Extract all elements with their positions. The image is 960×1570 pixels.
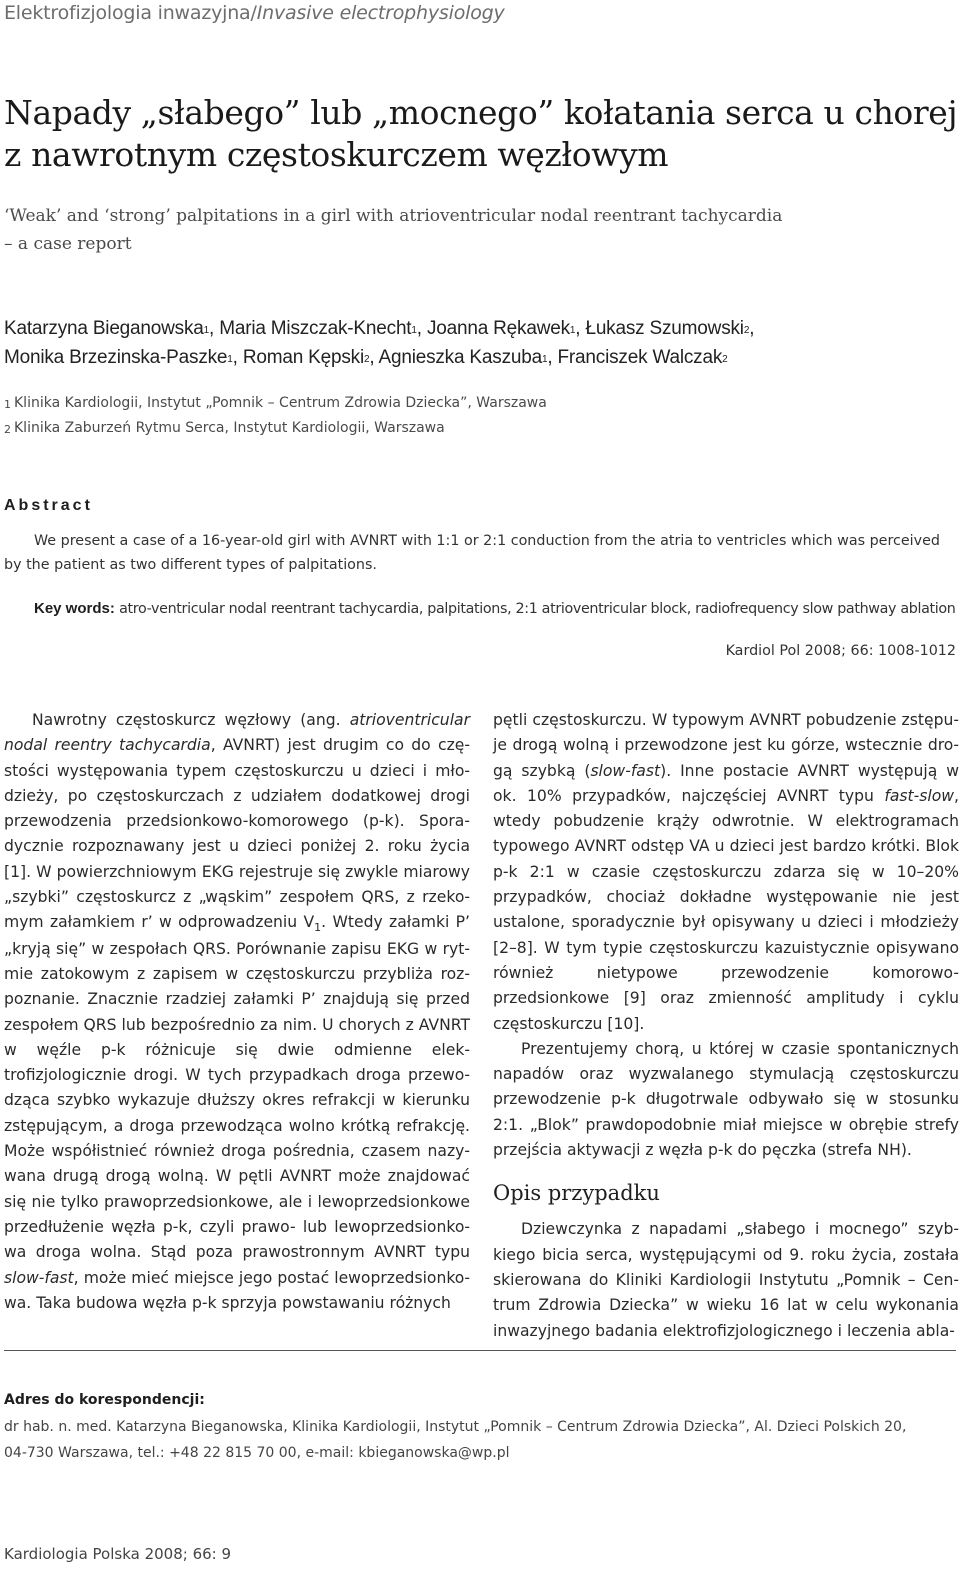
author-affiliation-mark: 1	[541, 354, 548, 365]
footnote-divider	[4, 1350, 956, 1351]
text-run: Nawrotny częstoskurcz węzłowy (ang.	[32, 711, 350, 729]
text-run: pętli częstoskurczu. W typowym AVNRT pobudzenie zstępuje drogą wolną i przewodzone jest ku górze, wstecznie drogą szybką (	[493, 711, 959, 780]
italic-term: fast-slow	[884, 786, 955, 805]
author-affiliation-mark: 2	[743, 325, 750, 336]
title-pl-line-2: z nawrotnym częstoskurczem węzłowym	[4, 135, 669, 174]
affiliation-text: Klinika Zaburzeń Rytmu Serca, Instytut Kardiologii, Warszawa	[14, 420, 445, 436]
affiliation-item	[4, 416, 956, 441]
text-run: ). Inne postacie AVNRT występują w ok. 10% przypadków, najczęściej AVNRT typu	[493, 761, 959, 805]
author-name: Monika Brzezinska-Paszke	[4, 347, 228, 368]
keywords-text: atro-ventricular nodal reentrant tachycardia, palpitations, 2:1 atrioventricular block, radiofrequency slow pathway ablation	[119, 601, 956, 617]
body-paragraph: Dziewczynka z napadami „słabego i mocnego” szybkiego bicia serca, występującymi od 9. roku życia, została skierowana do Kliniki Kardiologii Instytutu „Pomnik – Centrum Zdrowia Dziecka” w wieku 16 lat w celu wykonania inwazyjnego badania elektrofizjologicznego i leczenia abla-	[493, 1220, 959, 1340]
italic-term: slow-fast	[590, 761, 661, 780]
keywords	[34, 597, 960, 621]
title-pl-line-1: Napady „słabego” lub „mocnego” kołatania serca u chorej	[4, 93, 958, 132]
affiliation-number: 2	[4, 423, 11, 436]
abstract-heading: Abstract	[4, 497, 93, 514]
affiliation-item	[4, 391, 956, 416]
affiliation-number: 1	[4, 398, 11, 411]
body-paragraph	[4, 708, 470, 1316]
author-list	[4, 314, 956, 372]
author-affiliation-mark: 1	[569, 325, 576, 336]
subscript: 1	[314, 921, 322, 935]
correspondence-heading: Adres do korespondencji:	[4, 1392, 205, 1408]
author-line-2: Monika Brzezinska-Paszke$^1$, Roman Kępski$^2$, Agnieszka Kaszuba$^1$, Franciszek Walczak$^2$	[4, 347, 728, 368]
author-name: Łukasz Szumowski	[585, 318, 744, 339]
article-title-pl	[4, 92, 956, 176]
body-column-left	[4, 708, 470, 1316]
title-en-line-1: ‘Weak’ and ‘strong’ palpitations in a girl with atrioventricular nodal reentrant tachycardia	[4, 206, 783, 226]
body-paragraph	[493, 708, 959, 1037]
abstract-text: We present a case of a 16-year-old girl with AVNRT with 1:1 or 2:1 conduction from the atria to ventricles which was perceived by the patient as two different types of palpitations.	[4, 533, 940, 573]
keywords-label: Key words:	[34, 600, 115, 617]
page-footer: Kardiologia Polska 2008; 66: 9	[4, 1545, 232, 1563]
journal-section-label	[4, 2, 505, 24]
text-run: , AVNRT) jest drugim co do częstości występowania typem częstoskurczu u dzieci i młodzieży, po częstoskurczach z udziałem dodatkowej drogi przewodzenia przedsionkowo-komorowego (p-k). Sporadycznie rozpoznawany jest u dzieci poniżej 2. roku życia [1]. W powierzchniowym EKG rejestruje się zwykle miarowy „szybki” częstoskurcz z „wąskim” zespołem QRS, z rzekomym załamkiem r’ w odprowadzeniu V	[4, 736, 470, 932]
text-run: , może mieć miejsce jego postać lewoprzedsionkowa. Taka budowa węzła p-k sprzyja powstawaniu różnych	[4, 1268, 470, 1312]
text-run: , wtedy pobudzenie krąży odwrotnie. W elektrogramach typowego AVNRT odstęp VA u dzieci jest bardzo krótki. Blok p-k 2:1 w czasie częstoskurczu zdarza się w 10–20% przypadków, chociaż dokładne występowanie nie jest ustalone, sporadycznie był opisywany u dzieci i młodzieży [2–8]. W tym typie częstoskurczu kazuistycznie opisywano również nietypowe przewodzenie komorowo-przedsionkowe [9] oraz zmienność amplitudy i cyklu częstoskurczu [10].	[493, 786, 959, 1033]
author-name: Katarzyna Bieganowska	[4, 318, 204, 339]
affiliation-text: Klinika Kardiologii, Instytut „Pomnik – Centrum Zdrowia Dziecka”, Warszawa	[14, 395, 547, 411]
article-title-en	[4, 202, 956, 258]
italic-term: slow-fast	[4, 1268, 74, 1287]
correspondence-line: dr hab. n. med. Katarzyna Bieganowska, Klinika Kardiologii, Instytut „Pomnik – Centrum Zdrowia Dziecka”, Al. Dzieci Polskich 20,	[4, 1419, 907, 1435]
author-name: Agnieszka Kaszuba	[378, 347, 542, 368]
author-name: Maria Miszczak-Knecht	[219, 318, 412, 339]
text-run: . Wtedy załamki P’ „kryją się” w zespołach QRS. Porównanie zapisu EKG w rytmie zatokowym z zapisem w częstoskurczu przybliża rozpoznanie. Znacznie rzadziej załamki P’ znajdują się przed zespołem QRS lub bezpośrednio za nim. U chorych z AVNRT w węźle p-k różnicuje się dwie odmienne elektrofizjologicznie drogi. W tych przypadkach droga przewodząca szybko wykazuje dłuższy okres refrakcji w kierunku zstępującym, a droga przewodząca wolno krótką refrakcję. Może współistnieć również droga pośrednia, czasem nazywana drugą drogą wolną. W pętli AVNRT może znajdować się nie tylko prawoprzedsionkowe, ale i lewoprzedsionkowe przedłużenie węzła p-k, czyli prawo- lub lewoprzedsionkowa droga wolna. Stąd poza prawostronnym AVNRT typu	[4, 913, 470, 1262]
correspondence-body	[4, 1414, 956, 1466]
body-column-right	[493, 708, 959, 1344]
section-label-en: Invasive electrophysiology	[256, 2, 505, 24]
body-paragraph: Prezentujemy chorą, u której w czasie spontanicznych napadów oraz wyzwalanego stymulacją częstoskurczu przewodzenie p-k długotrwale odbywało się w stosunku 2:1. „Blok” prawdopodobnie miał miejsce w obrębie strefy przejścia aktywacji z węzła p-k do pęczka (strefa NH).	[493, 1039, 959, 1160]
section-heading: Opis przypadku	[493, 1181, 660, 1206]
author-affiliation-mark: 2	[722, 354, 728, 365]
author-affiliation-mark: 2	[364, 354, 370, 365]
author-affiliation-mark: 1	[203, 325, 210, 336]
author-name: Franciszek Walczak	[557, 347, 723, 368]
author-affiliation-mark: 1	[227, 354, 233, 365]
author-name: Joanna Rękawek	[426, 318, 570, 339]
section-label-pl: Elektrofizjologia inwazyjna/	[4, 2, 257, 24]
affiliation-list	[4, 391, 956, 441]
title-en-line-2: – a case report	[4, 234, 132, 254]
italic-term: atrioventricular nodal reentry tachycardia	[4, 711, 470, 755]
author-name: Roman Kępski	[242, 347, 364, 368]
author-affiliation-mark: 1	[411, 325, 417, 336]
author-line-1: Katarzyna Bieganowska$^1$, Maria Miszczak-Knecht$^1$, Joanna Rękawek$^1$, Łukasz Szumowski$^2$,	[4, 318, 755, 339]
correspondence-line: 04-730 Warszawa, tel.: +48 22 815 70 00, e-mail: kbieganowska@wp.pl	[4, 1445, 510, 1461]
citation: Kardiol Pol 2008; 66: 1008-1012	[725, 643, 956, 659]
